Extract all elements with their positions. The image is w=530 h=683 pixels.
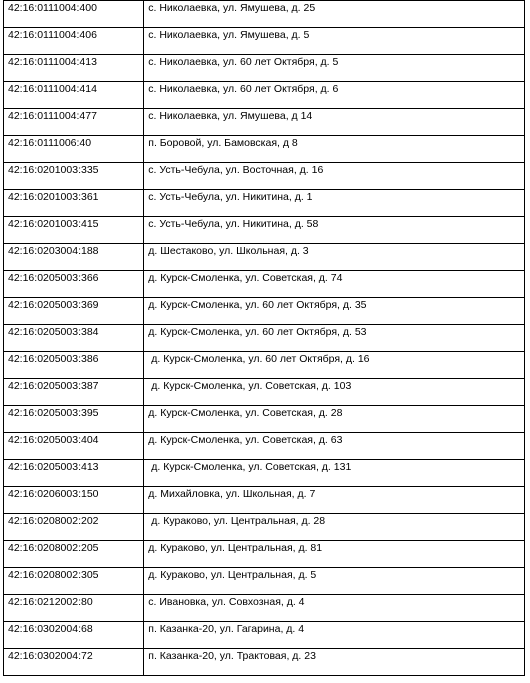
- address-cell: д. Кураково, ул. Центральная, д. 81: [144, 541, 525, 568]
- table-row: [4, 109, 525, 136]
- table-row: [4, 379, 525, 406]
- address-cell: д. Курск-Смоленка, ул. Советская, д. 103: [144, 379, 525, 406]
- table-row: [4, 514, 525, 541]
- table-row: [4, 595, 525, 622]
- cadastral-address-table: [3, 0, 525, 676]
- address-cell: с. Усть-Чебула, ул. Восточная, д. 16: [144, 163, 525, 190]
- address-cell: д. Кураково, ул. Центральная, д. 28: [144, 514, 525, 541]
- table-row: [4, 541, 525, 568]
- cadastral-number-cell: 42:16:0205003:384: [4, 325, 144, 352]
- address-cell: с. Николаевка, ул. 60 лет Октября, д. 6: [144, 82, 525, 109]
- address-cell: д. Курск-Смоленка, ул. 60 лет Октября, д. 35: [144, 298, 525, 325]
- address-cell: д. Курск-Смоленка, ул. 60 лет Октября, д. 53: [144, 325, 525, 352]
- address-cell: с. Усть-Чебула, ул. Никитина, д. 58: [144, 217, 525, 244]
- cadastral-number-cell: 42:16:0208002:202: [4, 514, 144, 541]
- table-row: [4, 325, 525, 352]
- address-cell: д. Курск-Смоленка, ул. Советская, д. 74: [144, 271, 525, 298]
- table-row: [4, 352, 525, 379]
- table-row: [4, 217, 525, 244]
- address-cell: д. Курск-Смоленка, ул. Советская, д. 63: [144, 433, 525, 460]
- cadastral-number-cell: 42:16:0208002:305: [4, 568, 144, 595]
- document-page: [3, 0, 525, 676]
- address-cell: д. Курск-Смоленка, ул. 60 лет Октября, д. 16: [144, 352, 525, 379]
- address-cell: с. Ивановка, ул. Совхозная, д. 4: [144, 595, 525, 622]
- table-row: [4, 649, 525, 676]
- cadastral-number-cell: 42:16:0205003:386: [4, 352, 144, 379]
- table-row: [4, 271, 525, 298]
- address-cell: д. Курск-Смоленка, ул. Советская, д. 28: [144, 406, 525, 433]
- table-row: [4, 298, 525, 325]
- address-cell: с. Николаевка, ул. Ямушева, д. 25: [144, 1, 525, 28]
- address-cell: с. Николаевка, ул. 60 лет Октября, д. 5: [144, 55, 525, 82]
- cadastral-number-cell: 42:16:0208002:205: [4, 541, 144, 568]
- table-row: [4, 568, 525, 595]
- address-cell: д. Михайловка, ул. Школьная, д. 7: [144, 487, 525, 514]
- address-cell: д. Кураково, ул. Центральная, д. 5: [144, 568, 525, 595]
- table-row: [4, 1, 525, 28]
- cadastral-number-cell: 42:16:0203004:188: [4, 244, 144, 271]
- cadastral-number-cell: 42:16:0302004:68: [4, 622, 144, 649]
- table-row: [4, 622, 525, 649]
- cadastral-number-cell: 42:16:0205003:395: [4, 406, 144, 433]
- table-row: [4, 55, 525, 82]
- cadastral-number-cell: 42:16:0205003:404: [4, 433, 144, 460]
- table-row: [4, 82, 525, 109]
- cadastral-number-cell: 42:16:0111006:40: [4, 136, 144, 163]
- address-cell: п. Казанка-20, ул. Трактовая, д. 23: [144, 649, 525, 676]
- address-cell: с. Николаевка, ул. Ямушева, д. 5: [144, 28, 525, 55]
- address-cell: п. Боровой, ул. Бамовская, д 8: [144, 136, 525, 163]
- cadastral-number-cell: 42:16:0201003:361: [4, 190, 144, 217]
- cadastral-number-cell: 42:16:0111004:477: [4, 109, 144, 136]
- address-cell: д. Шестаково, ул. Школьная, д. 3: [144, 244, 525, 271]
- cadastral-number-cell: 42:16:0111004:406: [4, 28, 144, 55]
- cadastral-number-cell: 42:16:0205003:366: [4, 271, 144, 298]
- address-cell: п. Казанка-20, ул. Гагарина, д. 4: [144, 622, 525, 649]
- cadastral-number-cell: 42:16:0212002:80: [4, 595, 144, 622]
- cadastral-number-cell: 42:16:0205003:387: [4, 379, 144, 406]
- cadastral-number-cell: 42:16:0111004:413: [4, 55, 144, 82]
- cadastral-number-cell: 42:16:0302004:72: [4, 649, 144, 676]
- cadastral-number-cell: 42:16:0205003:413: [4, 460, 144, 487]
- table-row: [4, 163, 525, 190]
- address-cell: д. Курск-Смоленка, ул. Советская, д. 131: [144, 460, 525, 487]
- table-body: [4, 1, 525, 676]
- table-row: [4, 136, 525, 163]
- cadastral-number-cell: 42:16:0111004:414: [4, 82, 144, 109]
- table-row: [4, 190, 525, 217]
- cadastral-number-cell: 42:16:0201003:415: [4, 217, 144, 244]
- address-cell: с. Николаевка, ул. Ямушева, д 14: [144, 109, 525, 136]
- table-row: [4, 433, 525, 460]
- address-cell: с. Усть-Чебула, ул. Никитина, д. 1: [144, 190, 525, 217]
- cadastral-number-cell: 42:16:0206003:150: [4, 487, 144, 514]
- cadastral-number-cell: 42:16:0201003:335: [4, 163, 144, 190]
- table-row: [4, 406, 525, 433]
- cadastral-number-cell: 42:16:0111004:400: [4, 1, 144, 28]
- table-row: [4, 244, 525, 271]
- table-row: [4, 487, 525, 514]
- cadastral-number-cell: 42:16:0205003:369: [4, 298, 144, 325]
- table-row: [4, 460, 525, 487]
- table-row: [4, 28, 525, 55]
